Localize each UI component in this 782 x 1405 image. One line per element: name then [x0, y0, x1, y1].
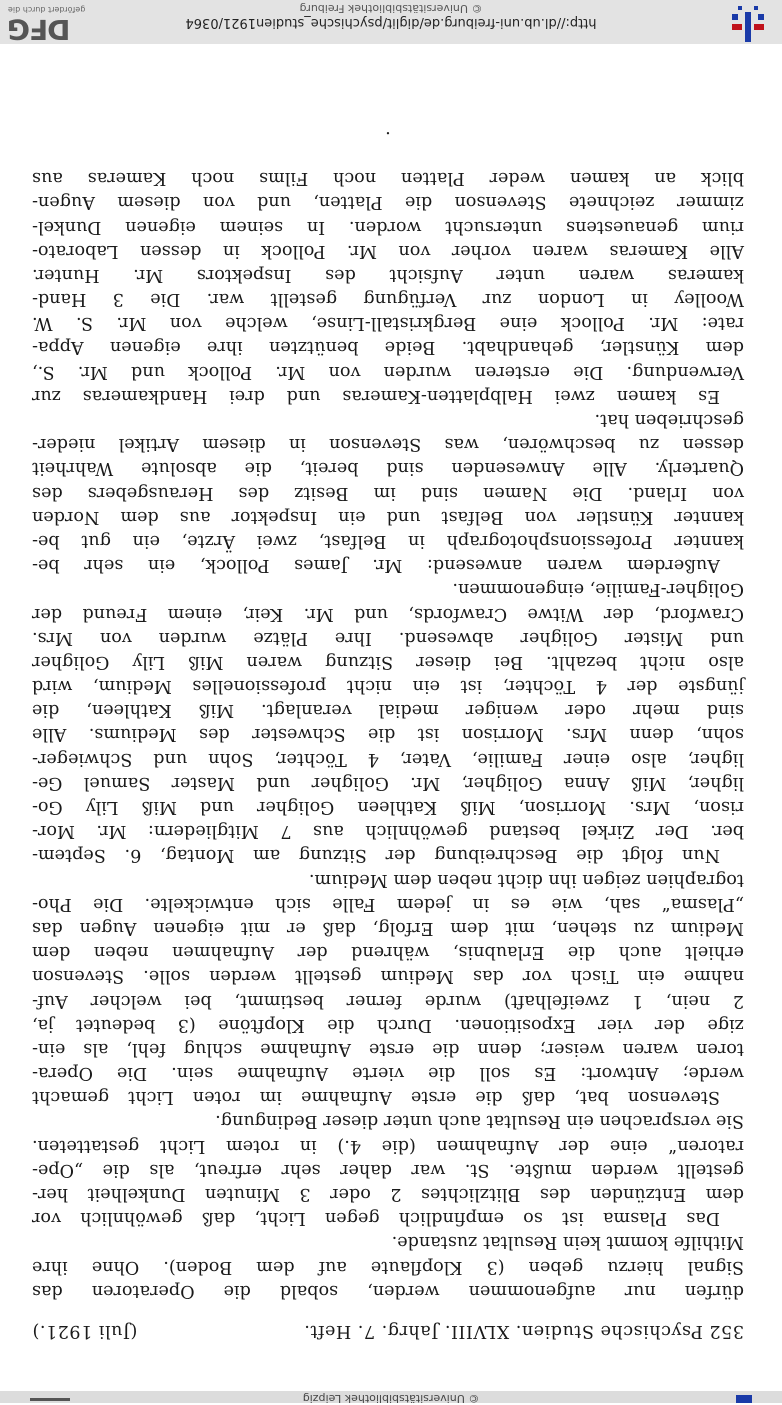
- text-line: Außerdem waren anwesend: Mr. James Pollock, ein sehr be-: [32, 555, 720, 576]
- running-head: 352 Psychische Studien. XLVIII. Jahrg. 7. Heft.: [303, 1321, 744, 1341]
- text-line: werde; Antwort: Es soll die vierte Aufnahme sein. Die Opera-: [32, 1063, 744, 1084]
- text-line: dessen zu beschwören, was Stevenson in diesem Artikel nieder-: [32, 434, 744, 455]
- text-line: 2 nein, 1 zweifelhaft) wurde ferner bestimmt, bei welcher Auf-: [32, 990, 744, 1011]
- text-line: Mithilfe kommt kein Resultat zustande.: [391, 1232, 744, 1253]
- text-line: kameras waren unter Aufsicht des Inspektors Mr. Hunter.: [32, 264, 744, 285]
- text-line: rison, Mrs. Morrison, Miß Kathleen Goligher und Miß Lily Go-: [32, 797, 744, 818]
- text-line: kannter Künstler von Belfast und ein Inspektor aus dem Norden: [32, 506, 744, 527]
- text-line: jüngste der 4 Töchter, ist ein nicht professionelles Medium, wird: [32, 676, 744, 697]
- page-header: [32, 1319, 744, 1343]
- text-line: ber. Der Zirkel bestand gewöhnlich aus 7 Mitgliedern: Mr. Mor-: [32, 821, 744, 842]
- text-line: zimmer zeichnete Stevenson die Platten, und von diesem Augen-: [32, 192, 744, 213]
- text-line: Das Plasma ist so empfindlich gegen Licht, daß gewöhnlich vor: [32, 1208, 720, 1229]
- text-line: Alle Kameras waren vorher von Mr. Pollock in dessen Laborato-: [32, 240, 744, 261]
- text-line: Nun folgt die Beschreibung der Sitzung am Montag, 6. Septem-: [32, 845, 720, 866]
- text-line: Crawford, der Witwe Crawfords, und Mr. Keir, einem Freund der: [32, 603, 744, 624]
- text-line: und Mister Goligher abwesend. Ihre Plätze wurden von Mrs.: [32, 627, 744, 648]
- copyright-bottom: © Universitätsbibliothek Freiburg: [299, 2, 483, 15]
- dfg-logo-icon[interactable]: [8, 4, 92, 46]
- text-line: toren waren weiser; denn die erste Aufnahme schlug fehl, als ein-: [32, 1038, 744, 1059]
- text-line: sohn, denn Mrs. Morrison ist die Schwester des Mediums. Alle: [32, 724, 744, 745]
- text-line: ligher, also einer Familie, Vater, 4 Töchter, Sohn und Schwieger-: [32, 748, 744, 769]
- issue-date: (Juli 1921.): [32, 1321, 138, 1341]
- text-line: Es kamen zwei Halbplatten-Kameras und drei Handkameras zur: [32, 385, 720, 406]
- text-line: Quarterly. Alle Anwesenden sind bereit, die absolute Wahrheit: [32, 458, 744, 479]
- scanned-page: [32, 120, 744, 1353]
- text-line: Stevenson bat, daß die erste Aufnahme im roten Licht gemacht: [32, 1087, 720, 1108]
- text-line: nahme ein Tisch vor das Medium gestellt werden solle. Stevenson: [32, 966, 744, 987]
- text-line: Medium zu stehen, mit dem Erfolg, daß er mit eigenen Augen das: [32, 917, 744, 938]
- text-line: dem Entzünden des Blitzlichtes 2 oder 3 Minuten Dunkelheit her-: [32, 1184, 744, 1205]
- text-line: also nicht bezahlt. Bei dieser Sitzung waren Miß Lily Goligher: [32, 651, 744, 672]
- text-line: kannter Professionsphotograph in Belfast, zwei Ärzte, ein gut be-: [32, 530, 744, 551]
- text-line: Verwendung. Die ersteren wurden von Mr. Pollock und Mr. S.,: [32, 361, 744, 382]
- text-line: gestellt werden mußte. St. war daher sehr erfreut, als die „Ope-: [32, 1159, 744, 1180]
- text-line: dem Künstler, gehandhabt. Beide benützten ihre eigenen Appa-: [32, 337, 744, 358]
- text-line: Woolley in London zur Verfügung gestellt war. Die 3 Hand-: [32, 289, 744, 310]
- text-line: ligher, Miß Anna Goligher, Mr. Goligher und Master Samuel Ge-: [32, 772, 744, 793]
- text-line: „Plasma“ sah, wie es in jedem Falle sich entwickelte. Die Pho-: [32, 893, 744, 914]
- text-line: Sie versprachen ein Resultat auch unter dieser Bedingung.: [215, 1111, 744, 1132]
- text-line: ratoren“ eine der Aufnahmen (die 4.) in rotem Licht gestatteten.: [32, 1135, 744, 1156]
- text-line: sind mehr oder weniger medial veranlagt. Miß Kathleen, die: [32, 700, 744, 721]
- text-line: blick an kamen weder Platten noch Films noch Kameras aus: [32, 168, 744, 189]
- text-line: Signal hierzu geben (3 Klopflaute auf dem Boden). Ohne ihre: [32, 1256, 744, 1277]
- document-url[interactable]: http://dl.ub.uni-freiburg.de/diglit/psychische_studien1921/0364: [185, 15, 597, 30]
- text-line: dürfen nur aufgenommen werden, sobald die Operatoren das: [32, 1280, 744, 1301]
- top-toolbar: [0, 1391, 782, 1403]
- text-line: erhielt auch die Erlaubnis, während der Aufnahmen neben dem: [32, 942, 744, 963]
- text-line: tographien zeigen ihn dicht neben dem Medium.: [308, 869, 744, 890]
- page-mark: ·: [385, 121, 391, 142]
- copyright-top: © Universitätsbibliothek Leipzig: [302, 1392, 480, 1405]
- body-text: [32, 166, 744, 1303]
- text-line: von Irland. Die Namen sind im Besitz des Herausgebers des: [32, 482, 744, 503]
- text-line: zige der vier Expositionen. Durch die Klopftöne (3 bedeutet ja,: [32, 1014, 744, 1035]
- text-line: Goligher-Familie, eingenommen.: [452, 579, 744, 600]
- bottom-toolbar: [0, 0, 782, 44]
- text-line: rate: Mr. Pollock eine Bergkristall-Linse, welche von Mr. S. W.: [32, 313, 744, 334]
- text-line: rium genauestens untersucht worden. In seinem eigenen Dunkel-: [32, 216, 744, 237]
- dfg-logo-text: DFG: [8, 13, 71, 46]
- dfg-logo-subtext: gefördert durch die: [8, 5, 86, 14]
- text-line: geschrieben hat.: [594, 410, 744, 431]
